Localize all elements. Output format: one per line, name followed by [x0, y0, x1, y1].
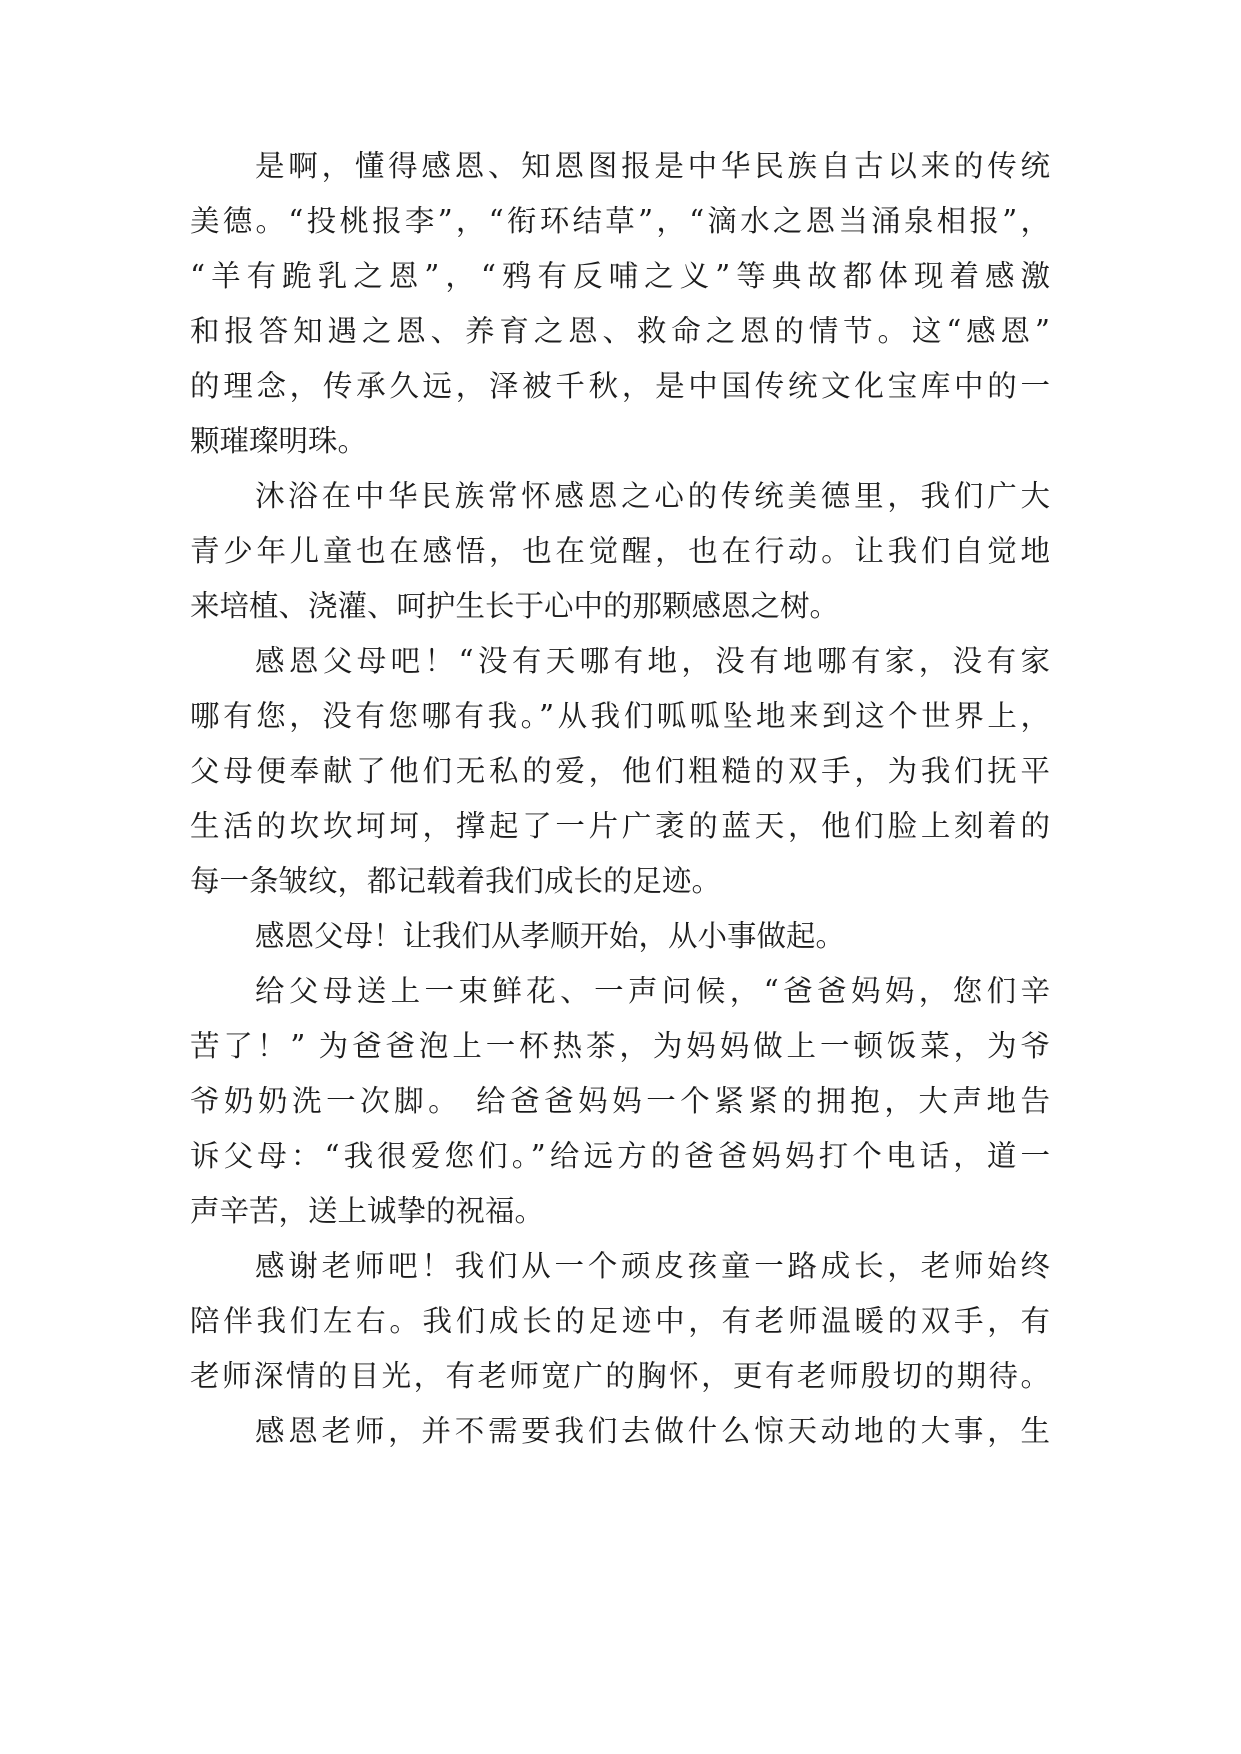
- text-line: 声辛苦，送上诚挚的祝福。: [190, 1194, 545, 1228]
- text-line: 生活的坎坎坷坷，撑起了一片广袤的蓝天，他们脸上刻着的: [190, 809, 1050, 843]
- text-line: 美德。“投桃报李”，“衔环结草”，“滴水之恩当涌泉相报”，: [190, 204, 1050, 238]
- text-line: 爷奶奶洗一次脚。 给爸爸妈妈一个紧紧的拥抱，大声地告: [190, 1084, 1050, 1118]
- text-line: 哪有您，没有您哪有我。”从我们呱呱坠地来到这个世界上，: [190, 699, 1050, 733]
- text-line: 沐浴在中华民族常怀感恩之心的传统美德里，我们广大: [255, 479, 1050, 513]
- text-line: 苦了！” 为爸爸泡上一杯热茶，为妈妈做上一顿饭菜，为爷: [190, 1029, 1050, 1063]
- text-line: “羊有跪乳之恩”，“鸦有反哺之义”等典故都体现着感激: [190, 259, 1050, 293]
- text-line: 来培植、浇灌、呵护生长于心中的那颗感恩之树。: [190, 589, 840, 623]
- text-line: 老师深情的目光，有老师宽广的胸怀，更有老师殷切的期待。: [190, 1359, 1050, 1393]
- text-line: 是啊，懂得感恩、知恩图报是中华民族自古以来的传统: [255, 149, 1050, 183]
- text-line: 给父母送上一束鲜花、一声问候，“爸爸妈妈，您们辛: [255, 974, 1050, 1008]
- text-line: 感恩父母！让我们从孝顺开始，从小事做起。: [255, 919, 846, 953]
- text-line: 每一条皱纹，都记载着我们成长的足迹。: [190, 864, 722, 898]
- text-line: 的理念，传承久远，泽被千秋，是中国传统文化宝库中的一: [190, 369, 1050, 403]
- text-line: 陪伴我们左右。我们成长的足迹中，有老师温暖的双手，有: [190, 1304, 1050, 1338]
- text-line: 父母便奉献了他们无私的爱，他们粗糙的双手，为我们抚平: [190, 754, 1050, 788]
- text-line: 和报答知遇之恩、养育之恩、救命之恩的情节。这“感恩”: [190, 314, 1050, 348]
- text-line: 青少年儿童也在感悟，也在觉醒，也在行动。让我们自觉地: [190, 534, 1050, 568]
- text-line: 感恩父母吧！“没有天哪有地，没有地哪有家，没有家: [255, 644, 1050, 678]
- text-line: 感谢老师吧！我们从一个顽皮孩童一路成长，老师始终: [255, 1249, 1050, 1283]
- text-line: 感恩老师，并不需要我们去做什么惊天动地的大事，生: [255, 1414, 1050, 1448]
- text-line: 诉父母：“我很爱您们。”给远方的爸爸妈妈打个电话，道一: [190, 1139, 1050, 1173]
- text-line: 颗璀璨明珠。: [190, 424, 368, 458]
